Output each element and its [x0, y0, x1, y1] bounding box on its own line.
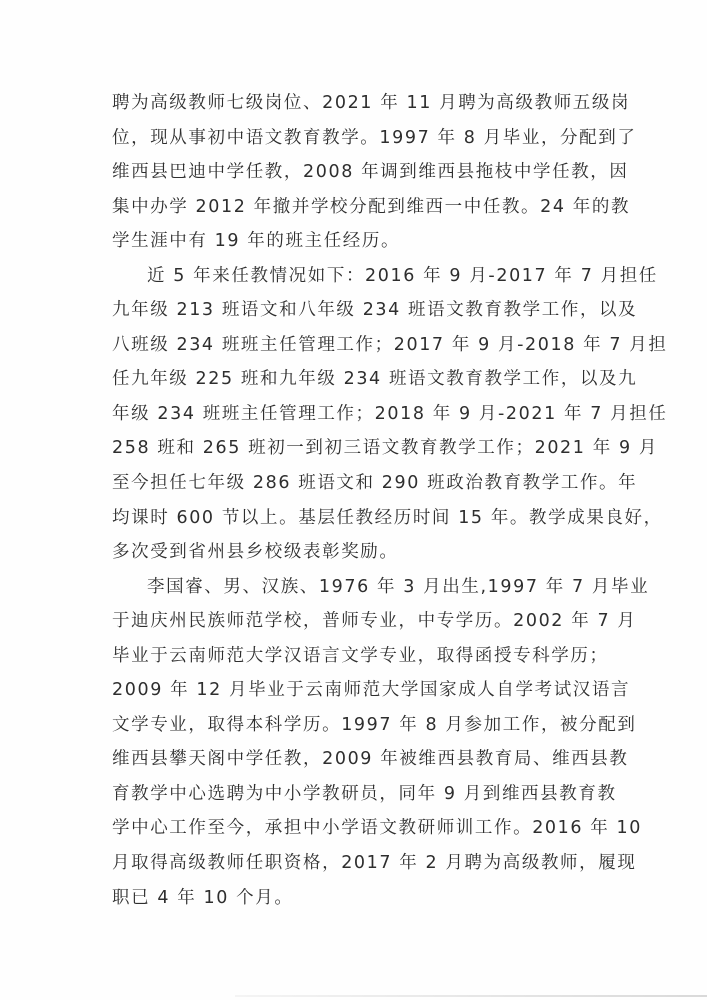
text-line: 职已 4 年 10 个月。: [112, 887, 294, 908]
text-line: 均课时 600 节以上。基层任教经历时间 15 年。教学成果良好，: [112, 507, 663, 528]
text-line: 维西县攀天阁中学任教，2009 年被维西县教育局、维西县教: [112, 749, 629, 770]
text-line: 多次受到省州县乡校级表彰奖励。: [112, 542, 399, 563]
page-bottom-edge-divider: [235, 995, 707, 997]
text-line: 年级 234 班班主任管理工作；2018 年 9 月-2021 年 7 月担任: [112, 403, 668, 424]
text-line: 维西县巴迪中学任教，2008 年调到维西县拖枝中学任教，因: [112, 162, 629, 183]
text-line: 至今担任七年级 286 班语文和 290 班政治教育教学工作。年: [112, 473, 638, 494]
text-line: 李国睿、男、汉族、1976 年 3 月出生,1997 年 7 月毕业: [147, 576, 650, 597]
text-line: 258 班和 265 班初一到初三语文教育教学工作；2021 年 9 月: [112, 438, 658, 459]
text-line: 育教学中心选聘为中小学教研员，同年 9 月到维西县教育教: [112, 783, 617, 804]
text-line: 学中心工作至今，承担中小学语文教研师训工作。2016 年 10: [112, 818, 643, 839]
text-line: 集中办学 2012 年撤并学校分配到维西一中任教。24 年的教: [112, 196, 631, 217]
text-line: 毕业于云南师范大学汉语言文学专业，取得函授专科学历；: [112, 645, 609, 666]
text-line: 位，现从事初中语文教育教学。1997 年 8 月毕业，分配到了: [112, 127, 637, 148]
text-line: 九年级 213 班语文和八年级 234 班语文教育教学工作，以及: [112, 300, 638, 321]
text-line: 月取得高级教师任职资格，2017 年 2 月聘为高级教师，履现: [112, 853, 637, 874]
paragraph-personal-profile: [112, 570, 650, 915]
text-line: 八班级 234 班班主任管理工作；2017 年 9 月-2018 年 7 月担: [112, 334, 668, 355]
document-body: [112, 86, 668, 915]
text-line: 学生涯中有 19 年的班主任经历。: [112, 231, 401, 252]
text-line: 文学专业，取得本科学历。1997 年 8 月参加工作，被分配到: [112, 714, 637, 735]
paragraph-employment-history: [112, 86, 637, 259]
text-line: 于迪庆州民族师范学校，普师专业，中专学历。2002 年 7 月: [112, 611, 637, 632]
text-line: 2009 年 12 月毕业于云南师范大学国家成人自学考试汉语言: [112, 680, 631, 701]
text-line: 聘为高级教师七级岗位、2021 年 11 月聘为高级教师五级岗: [112, 93, 631, 113]
paragraph-teaching-record: [112, 259, 668, 570]
text-line: 任九年级 225 班和九年级 234 班语文教育教学工作，以及九: [112, 369, 638, 390]
text-line: 近 5 年来任教情况如下：2016 年 9 月-2017 年 7 月担任: [147, 265, 658, 286]
